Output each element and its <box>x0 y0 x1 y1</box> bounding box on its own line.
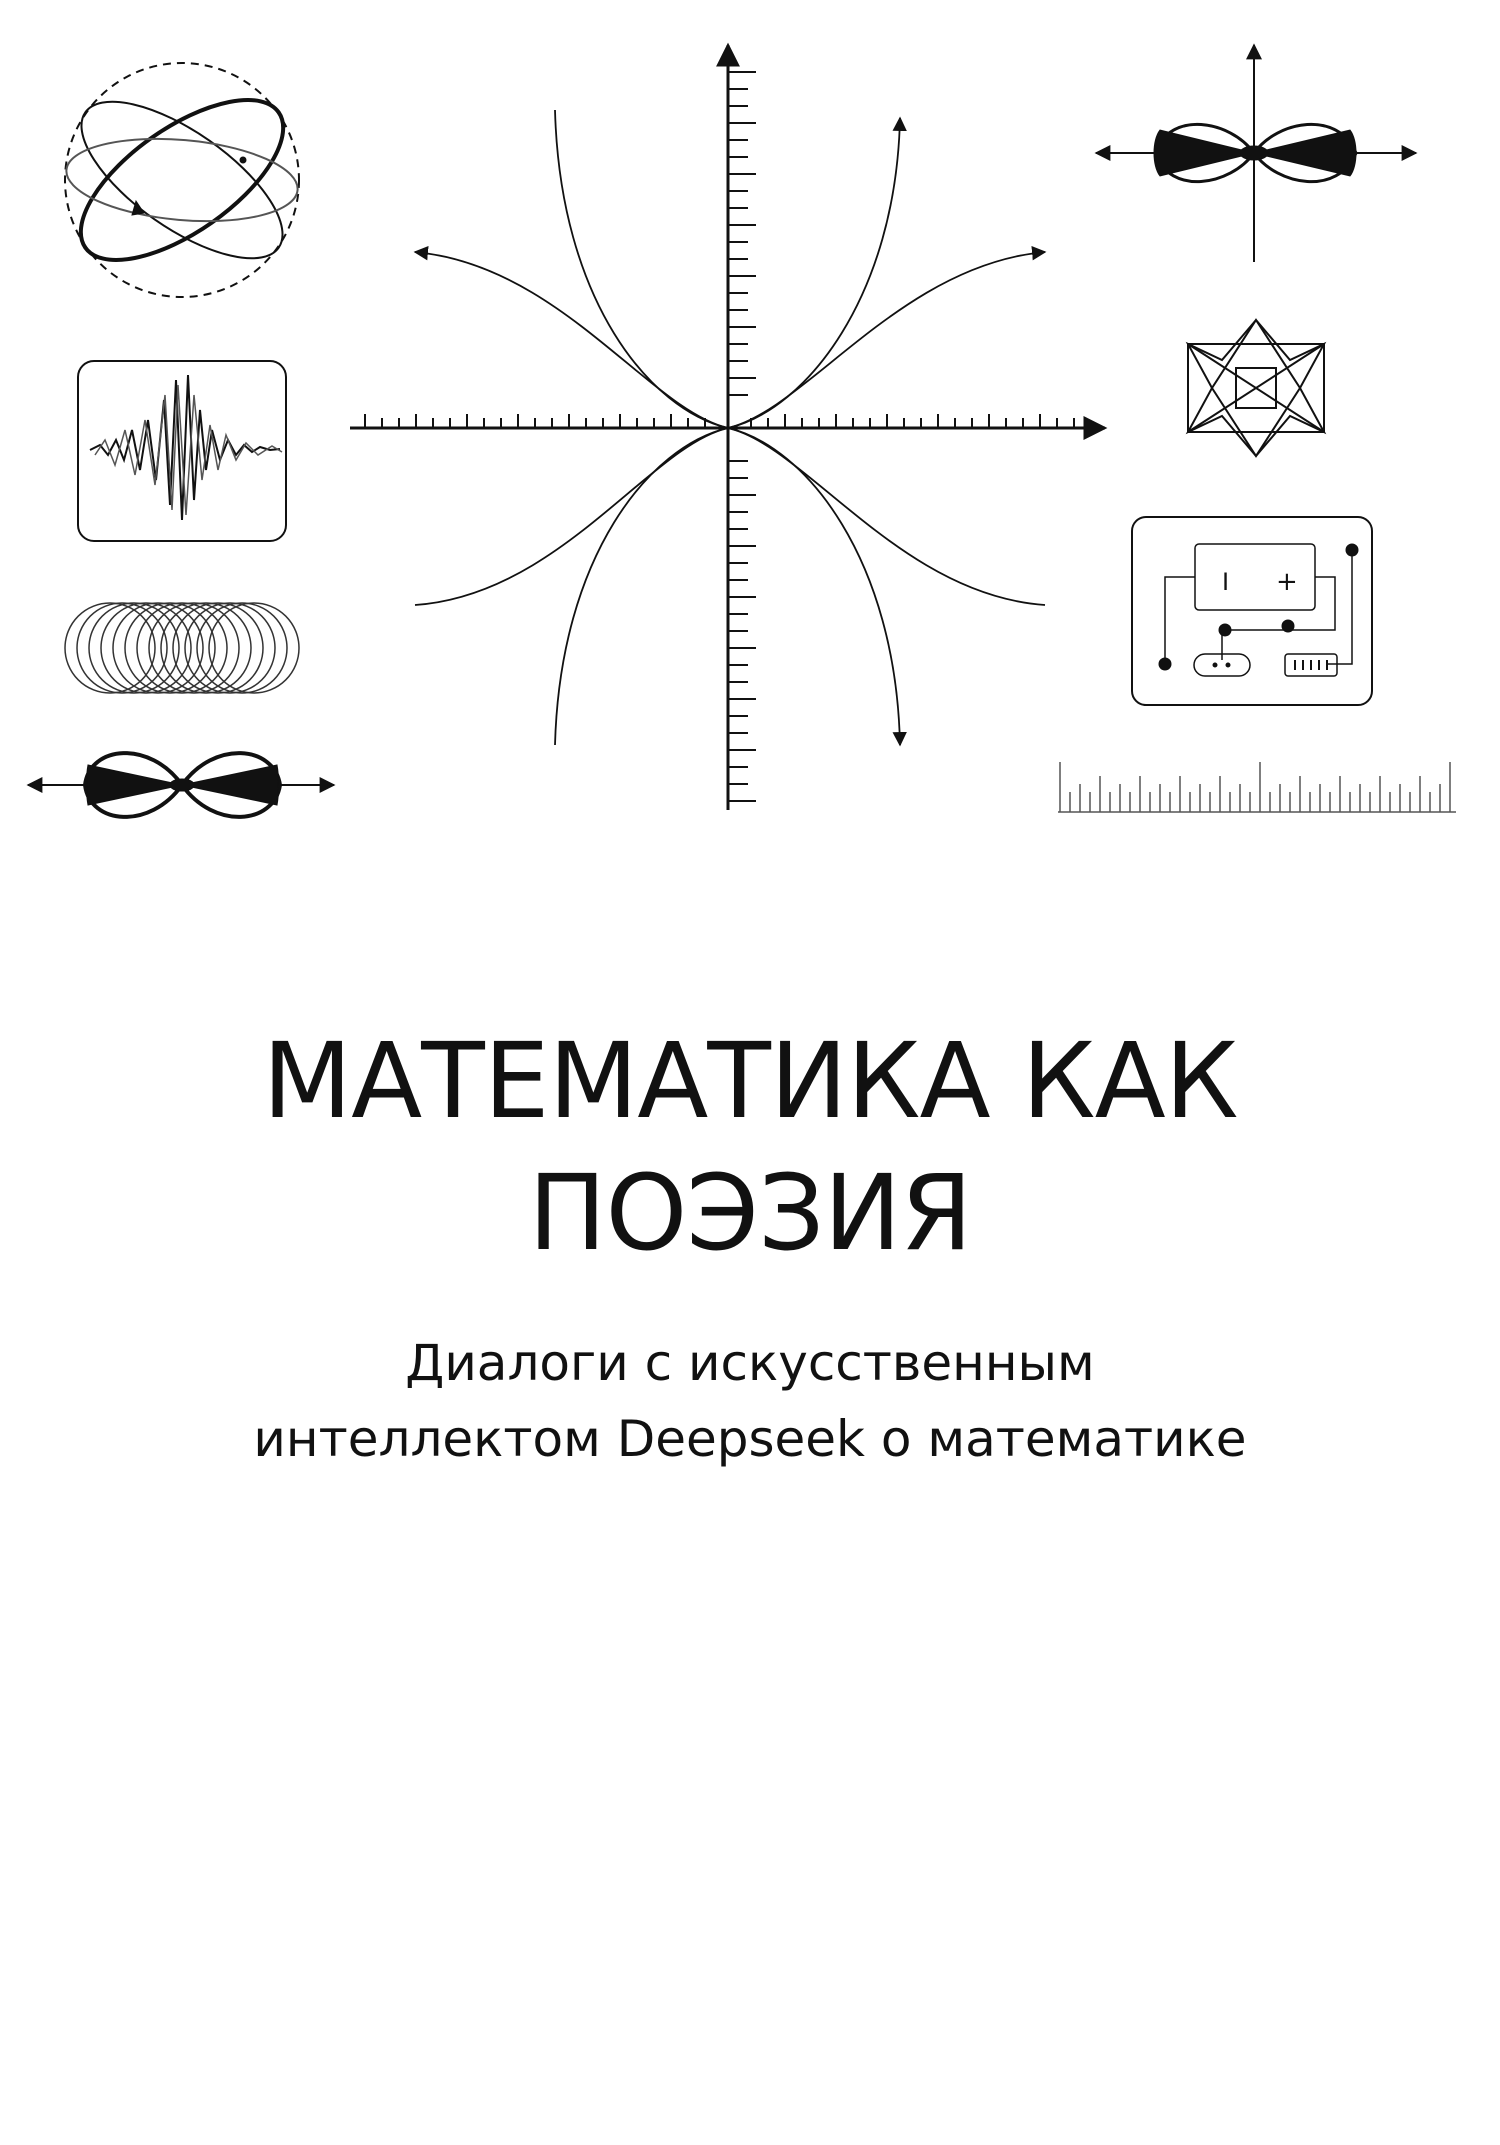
atom-orbits-icon <box>56 63 309 297</box>
circuit-label-plus: + <box>1276 567 1298 597</box>
book-title-line-2: ПОЭЗИЯ <box>528 1151 972 1274</box>
lemniscate-icon <box>28 753 334 817</box>
coordinate-axes-icon <box>350 45 1105 810</box>
circuit-board-icon <box>1132 517 1372 705</box>
cover-illustration <box>0 0 1500 860</box>
waveform-icon <box>78 361 286 541</box>
ruler-icon <box>1058 762 1456 812</box>
overlapping-circles-icon <box>65 603 299 693</box>
geometric-star-icon <box>1188 320 1324 456</box>
book-subtitle-line-2: интеллектом Deepseek о математике <box>253 1410 1247 1468</box>
butterfly-curve-icon <box>1096 45 1416 262</box>
book-title <box>0 1015 1500 1279</box>
book-subtitle-line-1: Диалоги с искусственным <box>405 1334 1095 1392</box>
book-subtitle <box>0 1325 1500 1477</box>
circuit-label-i: I <box>1222 568 1230 596</box>
book-title-line-1: МАТЕМАТИКА КАК <box>262 1019 1238 1142</box>
